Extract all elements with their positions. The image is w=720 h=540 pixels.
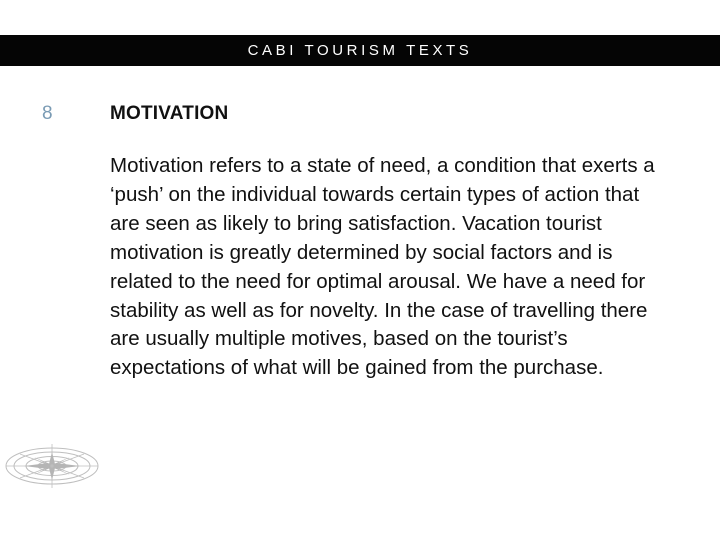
compass-rose-icon [0, 430, 110, 510]
slide-number: 8 [42, 103, 53, 124]
section-title: MOTIVATION [110, 103, 229, 124]
header-bar [0, 35, 720, 66]
body-paragraph: Motivation refers to a state of need, a condition that exerts a ‘push’ on the individual towards certain types of action that are seen as likely to bring satisfaction. Vacation tourist motivation is greatly determined by social factors and is related to the need for optimal arousal. We have a need for stability as well as for novelty. In the case of travelling there are usually multiple motives, based on the tourist’s expectations of what will be gained from the purchase. [110, 154, 655, 380]
header-title: CABI TOURISM TEXTS [247, 42, 473, 59]
